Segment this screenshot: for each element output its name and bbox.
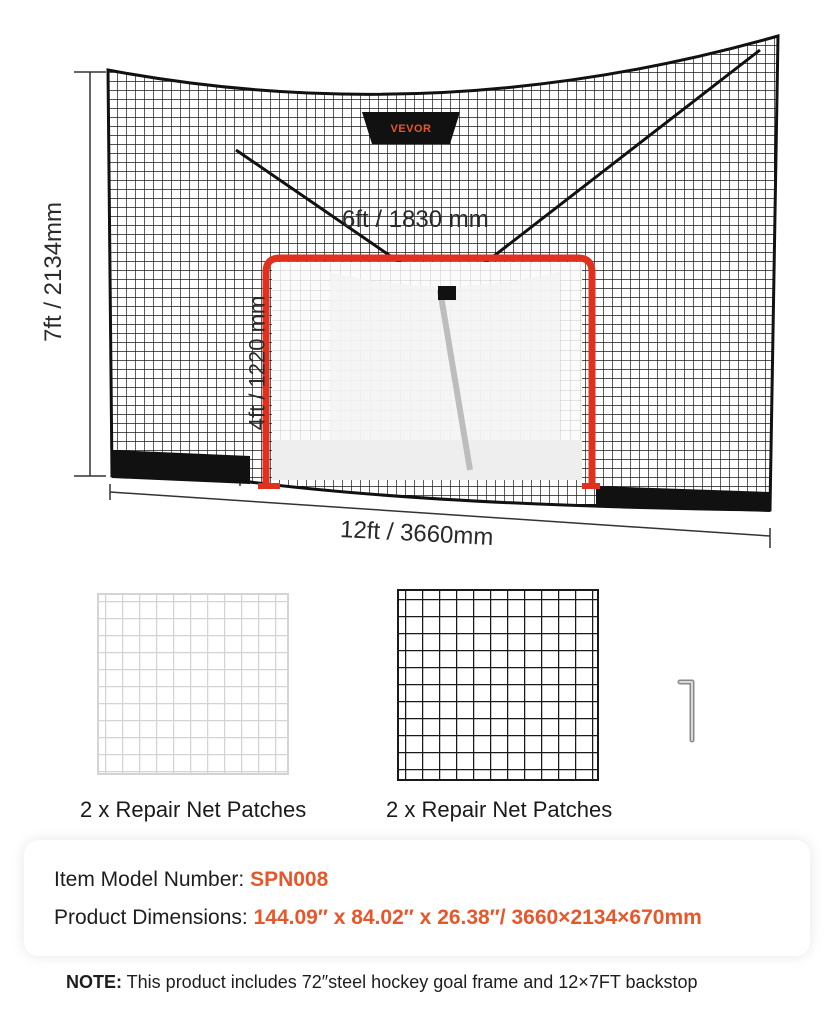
product-dimensions-value: 144.09″ x 84.02″ x 26.38″/ 3660×2134×670mm xyxy=(253,906,702,929)
white-patch-label: 2 x Repair Net Patches xyxy=(80,797,307,822)
black-repair-net-patch xyxy=(388,582,608,788)
goal-width-label: 6ft / 1830 mm xyxy=(342,206,489,233)
model-number-row xyxy=(54,868,328,892)
backstop-height-label: 7ft / 2134mm xyxy=(40,201,68,343)
note-prefix: NOTE: xyxy=(66,972,122,992)
note-text: This product includes 72″steel hockey goal frame and 12×7FT backstop xyxy=(122,972,698,992)
model-number-label: Item Model Number: xyxy=(54,868,251,891)
product-dimensions-row xyxy=(54,906,702,930)
spec-panel xyxy=(24,840,810,956)
goal-height-label: 4ft / 1220 mm xyxy=(244,295,270,431)
backstop-skirt-left xyxy=(112,450,250,484)
product-dimensions-label: Product Dimensions: xyxy=(54,906,254,929)
allen-key-icon xyxy=(676,676,706,746)
backstop-width-label: 12ft / 3660mm xyxy=(339,516,495,551)
black-patch-label: 2 x Repair Net Patches xyxy=(386,797,613,822)
brand-logo: VEVOR xyxy=(390,123,432,135)
product-note xyxy=(66,972,698,993)
model-number-value: SPN008 xyxy=(250,868,329,891)
white-repair-net-patch xyxy=(88,584,298,784)
hockey-goal xyxy=(258,258,600,486)
